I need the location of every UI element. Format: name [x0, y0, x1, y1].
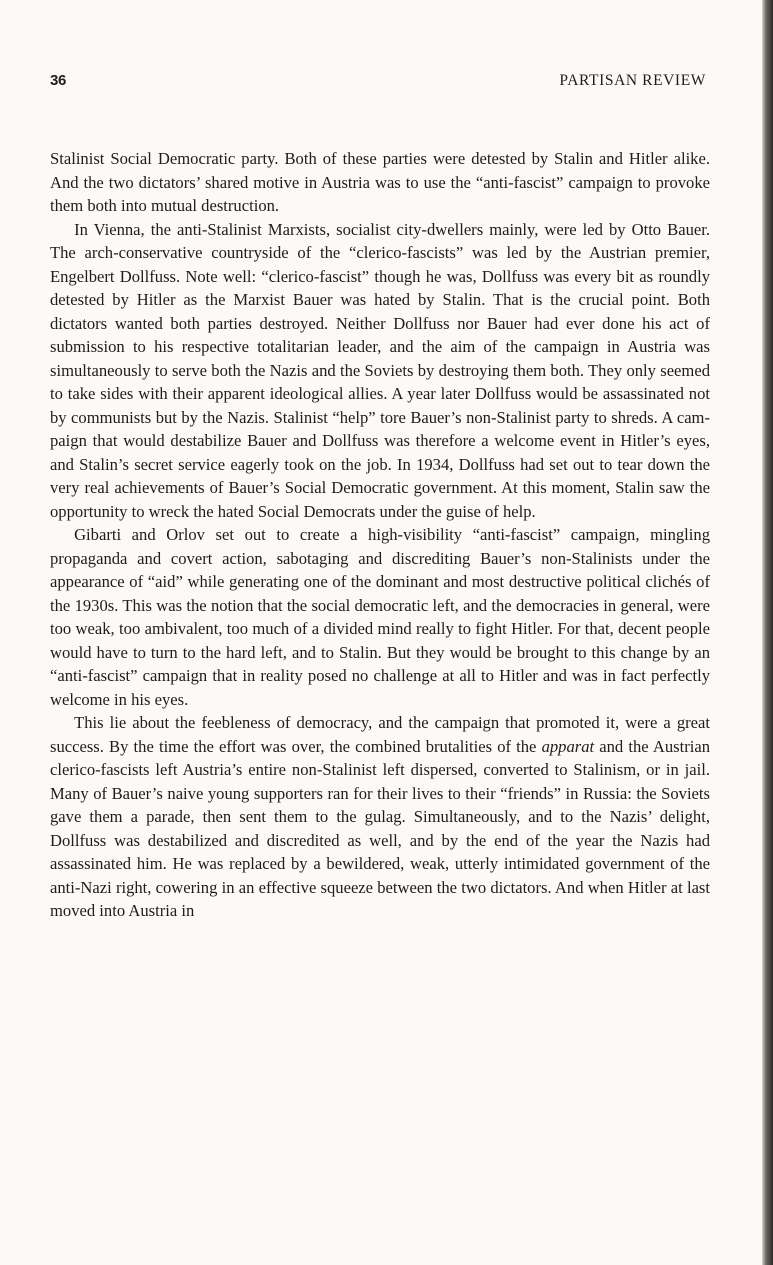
paragraph-4-part-a: This lie about the feebleness of democracy, and the campaign that promoted it, were a great success. By the time the effort was over, the combined brutalities of the	[50, 713, 710, 756]
body-text	[50, 147, 710, 923]
paragraph-1: Stalinist Social Democratic party. Both of these parties were detested by Stalin and Hitler alike. And the two dictators’ shared motive in Austria was to use the “anti-fascist” campaign to provoke them both into mutual destruction.	[50, 149, 710, 215]
paragraph-4-part-b: and the Austrian clerico-fascists left Austria’s entire non-Stalinist left dispersed, converted to Stalinism, or in jail. Many of Bauer’s naive young supporters ran for their lives to their “friends” in Russia: the Soviets gave them a parade, then sent them to the gulag. Simultaneously, and to the Nazis’ delight, Dollfuss was destabilized and discredited as well, and by the end of the year the Nazis had assassinated him. He was replaced by a bewildered, weak, utterly intimidated government of the anti-Nazi right, cowering in an effective squeeze between the two dictators. And when Hitler at last moved into Austria in	[50, 736, 710, 920]
book-spine-edge	[762, 0, 773, 1265]
paragraph-4	[50, 711, 710, 923]
running-head: PARTISAN REVIEW	[559, 72, 706, 89]
paragraph-2: In Vienna, the anti-Stalinist Marxists, socialist city-dwellers mainly, were led by Otto Bauer. The arch-conservative countryside of the “clerico-fascists” was led by the Austrian premier, Engelbert Dollfuss. Note well: “clerico-fascist” though he was, Dollfuss was every bit as roundly detested by Hitler as the Marxist Bauer was hated by Stalin. That is the crucial point. Both dictators wanted both parties destroyed. Neither Dollfuss nor Bauer had ever done his act of submission to his respective totalitarian leader, and the aim of the campaign in Austria was simultaneously to serve both the Nazis and the Soviets by destroying them both. They only seemed to take sides with their apparent ideological allies. A year later Dollfuss would be assassinated not by communists but by the Nazis. Stalinist “help” tore Bauer’s non-Stalinist party to shreds. A campaign that would destabilize Bauer and Dollfuss was therefore a welcome event in Hitler’s eyes, and Stalin’s secret service eagerly took on the job. In 1934, Dollfuss had set out to tear down the very real achievements of Bauer’s Social Democratic government. At this moment, Stalin saw the opportunity to wreck the hated Social Democrats under the guise of help.	[50, 219, 710, 521]
page-number: 36	[50, 72, 67, 89]
page-header	[50, 72, 706, 94]
paragraph-3: Gibarti and Orlov set out to create a high-visibility “anti-fascist” campaign, mingling propaganda and covert action, sabotaging and discrediting Bauer’s non-Stalinists under the appearance of “aid” while generating one of the dominant and most destructive political clichés of the 1930s. This was the notion that the social democratic left, and the democracies in general, were too weak, too ambivalent, too much of a divided mind really to fight Hitler. For that, decent people would have to turn to the hard left, and to Stalin. But they would be brought to this change by an “anti-fascist” campaign that in reality posed no challenge at all to Hitler and was in fact perfectly welcome in his eyes.	[50, 525, 710, 709]
paragraph-4-italic: apparat	[541, 736, 595, 756]
